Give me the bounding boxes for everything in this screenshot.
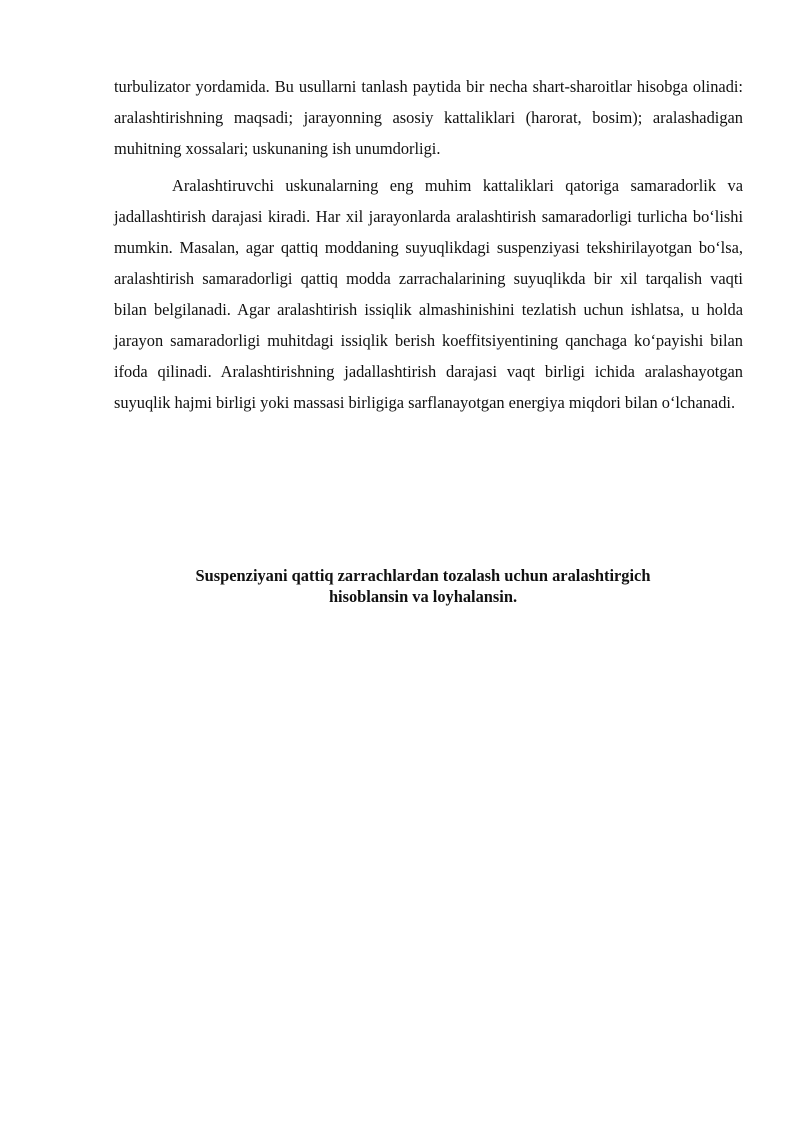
task-heading: Suspenziyani qattiq zarrachlardan tozalash uchun aralashtirgich hisoblansin va loyhalansin. [195, 566, 651, 606]
paragraph-mixing-efficiency: Aralashtiruvchi uskunalarning eng muhim kattaliklari qatoriga samaradorlik va jadallashtirish darajasi kiradi. Har xil jarayonlarda aralashtirish samaradorligi turlicha bo‘lishi mumkin. Masalan, agar qattiq moddaning suyuqlikdagi suspenziyasi tekshirilayotgan bo‘lsa, aralashtirish samaradorligi qattiq modda zarrachalarining suyuqlikda bir xil tarqalish vaqti bilan belgilanadi. Agar aralashtirish issiqlik almashinishini tezlatish uchun ishlatsa, u holda jarayon samaradorligi muhitdagi issiqlik berish koeffitsiyentining qanchaga ko‘payishi bilan ifoda qilinadi. Aralashtirishning jadallashtirish darajasi vaqt birligi ichida aralashayotgan suyuqlik hajmi birligi yoki massasi birligiga sarflanayotgan energiya miqdori bilan o‘lchanadi. [114, 176, 743, 412]
body-text [114, 71, 743, 418]
paragraph-continuation: turbulizator yordamida. Bu usullarni tanlash paytida bir necha shart-sharoitlar hisobga olinadi: aralashtirishning maqsadi; jarayonning asosiy kattaliklari (harorat, bosim); aralashadigan muhitning xossalari; uskunaning ish unumdorligi. [114, 77, 743, 158]
